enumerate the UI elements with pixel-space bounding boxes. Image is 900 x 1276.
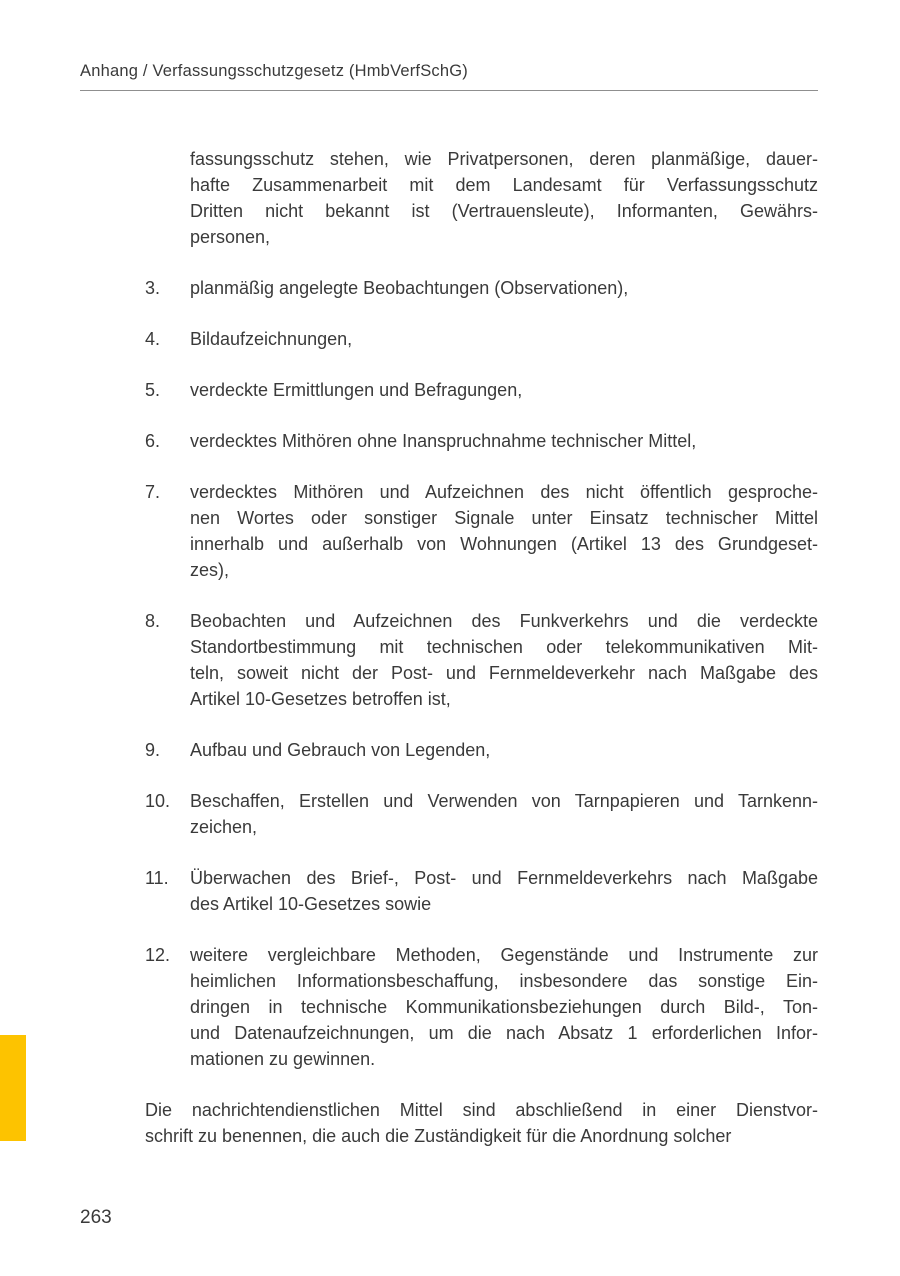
- margin-highlight-marker: [0, 1035, 26, 1141]
- list-item: [145, 865, 818, 917]
- running-header-title: Anhang / Verfassungsschutzgesetz (HmbVerfSchG): [80, 62, 468, 80]
- text-line: teln, soweit nicht der Post- und Fernmeldeverkehr nach Maßgabe des: [190, 663, 818, 683]
- text-line: Aufbau und Gebrauch von Legenden,: [190, 740, 491, 760]
- list-item-text: [190, 275, 818, 301]
- text-line: fassungsschutz stehen, wie Privatpersonen, deren planmäßige, dauer-: [190, 149, 818, 169]
- list-item-text: [190, 942, 818, 1072]
- list-item: [145, 377, 818, 403]
- text-line: hafte Zusammenarbeit mit dem Landesamt für Verfassungsschutz: [190, 175, 818, 195]
- running-header: [80, 62, 818, 91]
- list-item-number: 7.: [145, 482, 161, 502]
- list-item-text: [190, 608, 818, 712]
- list-item: [145, 942, 818, 1072]
- list-item: [145, 479, 818, 583]
- text-line: mationen zu gewinnen.: [190, 1049, 376, 1069]
- numbered-list: [145, 275, 818, 1072]
- list-item-number: 6.: [145, 431, 161, 451]
- text-line: verdecktes Mithören ohne Inanspruchnahme technischer Mittel,: [190, 431, 697, 451]
- text-line: Beobachten und Aufzeichnen des Funkverkehrs und die verdeckte: [190, 611, 818, 631]
- page-number: 263: [80, 1207, 112, 1228]
- list-item-number: 12.: [145, 945, 171, 965]
- text-line: Die nachrichtendienstlichen Mittel sind abschließend in einer Dienstvor-: [145, 1100, 818, 1120]
- list-item-number: 4.: [145, 329, 161, 349]
- text-line: zeichen,: [190, 817, 258, 837]
- text-line: Bildaufzeichnungen,: [190, 329, 353, 349]
- list-item-text: [190, 428, 818, 454]
- text-line: Dritten nicht bekannt ist (Vertrauensleute), Informanten, Gewährs-: [190, 201, 818, 221]
- text-line: heimlichen Informationsbeschaffung, insbesondere das sonstige Ein-: [190, 971, 818, 991]
- text-line: dringen in technische Kommunikationsbeziehungen durch Bild-, Ton-: [190, 997, 818, 1017]
- list-item: [145, 608, 818, 712]
- list-item-number: 8.: [145, 611, 161, 631]
- list-item: [145, 788, 818, 840]
- text-line: Beschaffen, Erstellen und Verwenden von Tarnpapieren und Tarnkenn-: [190, 791, 818, 811]
- list-item-number: 5.: [145, 380, 161, 400]
- text-line: Standortbestimmung mit technischen oder telekommunikativen Mit-: [190, 637, 818, 657]
- list-item: [145, 326, 818, 352]
- list-item-text: [190, 865, 818, 917]
- list-item-text: [190, 377, 818, 403]
- text-line: nen Wortes oder sonstiger Signale unter Einsatz technischer Mittel: [190, 508, 818, 528]
- list-item-text: [190, 479, 818, 583]
- text-line: verdeckte Ermittlungen und Befragungen,: [190, 380, 523, 400]
- text-line: Überwachen des Brief-, Post- und Fernmeldeverkehrs nach Maßgabe: [190, 868, 818, 888]
- text-line: personen,: [190, 227, 271, 247]
- list-item-number: 3.: [145, 278, 161, 298]
- list-item: [145, 275, 818, 301]
- list-item-number: 11.: [145, 868, 169, 888]
- list-item-number: 10.: [145, 791, 171, 811]
- text-line: zes),: [190, 560, 230, 580]
- list-item: [145, 428, 818, 454]
- paragraph-closing: [145, 1097, 818, 1149]
- list-item-text: [190, 737, 818, 763]
- list-item-text: [190, 788, 818, 840]
- text-line: schrift zu benennen, die auch die Zuständigkeit für die Anordnung solcher: [145, 1126, 732, 1146]
- list-item: [145, 737, 818, 763]
- text-line: Artikel 10-Gesetzes betroffen ist,: [190, 689, 451, 709]
- page-body: [145, 146, 818, 1174]
- paragraph-continuation: [190, 146, 818, 250]
- list-item-number: 9.: [145, 740, 161, 760]
- text-line: verdecktes Mithören und Aufzeichnen des nicht öffentlich gesproche-: [190, 482, 818, 502]
- list-item-text: [190, 326, 818, 352]
- text-line: innerhalb und außerhalb von Wohnungen (Artikel 13 des Grundgeset-: [190, 534, 818, 554]
- text-line: weitere vergleichbare Methoden, Gegenstände und Instrumente zur: [190, 945, 818, 965]
- text-line: planmäßig angelegte Beobachtungen (Observationen),: [190, 278, 629, 298]
- text-line: und Datenaufzeichnungen, um die nach Absatz 1 erforderlichen Infor-: [190, 1023, 818, 1043]
- text-line: des Artikel 10-Gesetzes sowie: [190, 894, 432, 914]
